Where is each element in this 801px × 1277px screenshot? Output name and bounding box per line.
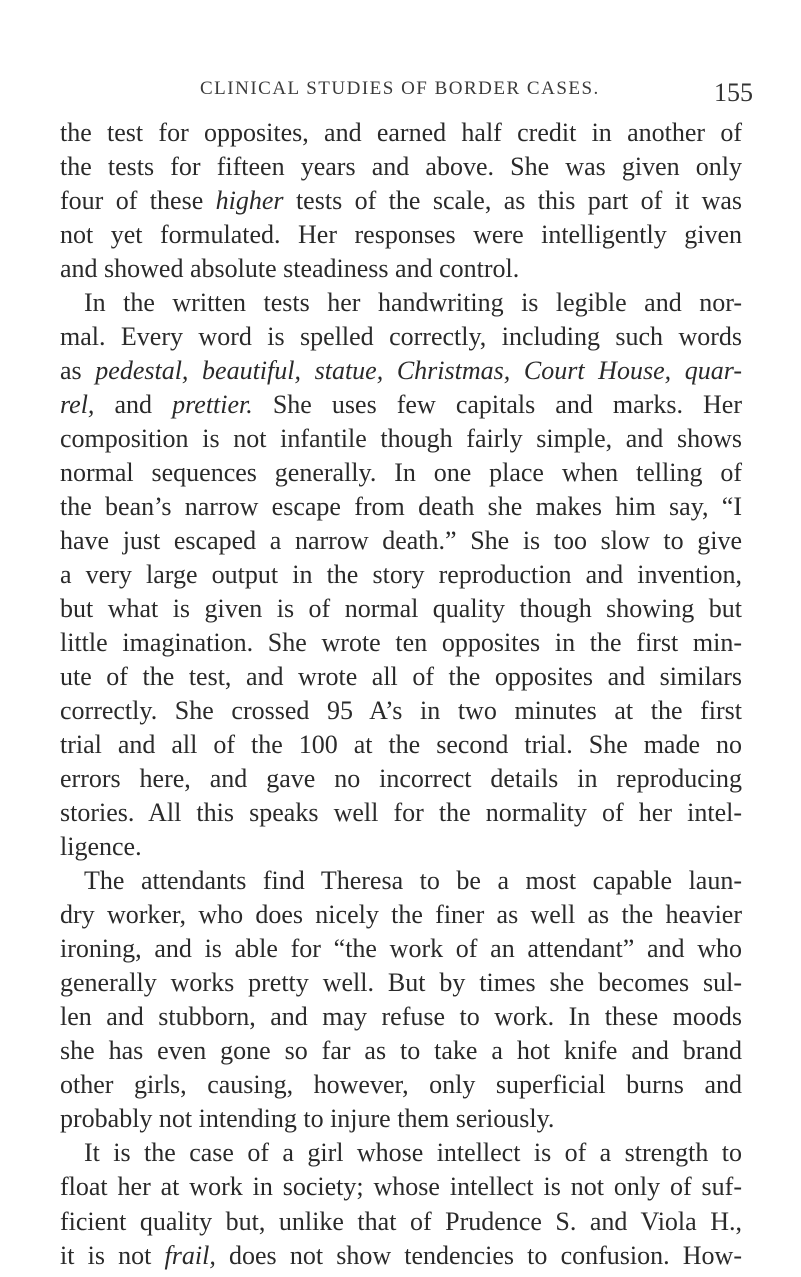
text-segment: as	[60, 356, 96, 386]
text-segment: and	[94, 390, 173, 420]
text-segment: ute of the test, and wrote all of the opposites and similars	[60, 662, 742, 692]
text-segment: errors here, and gave no incorrect details in reproducing	[60, 764, 742, 794]
text-segment: other girls, causing, however, only superficial burns and	[60, 1070, 742, 1100]
text-segment: len and stubborn, and may refuse to work. In these moods	[60, 1002, 742, 1032]
text-line	[60, 1002, 742, 1032]
text-line	[60, 152, 742, 182]
text-line	[60, 934, 742, 964]
text-segment: she has even gone so far as to take a hot knife and brand	[60, 1036, 742, 1066]
text-line	[60, 1070, 742, 1100]
text-segment: the bean’s narrow escape from death she makes him say, “I	[60, 492, 742, 522]
text-line	[60, 492, 742, 522]
text-line	[60, 186, 742, 216]
text-line	[60, 730, 742, 760]
text-line	[60, 118, 742, 148]
text-segment: normal sequences generally. In one place when telling of	[60, 458, 742, 488]
text-line	[60, 900, 742, 930]
text-segment: generally works pretty well. But by times she becomes sul-	[60, 968, 742, 998]
text-line	[60, 220, 742, 250]
text-line	[60, 254, 742, 284]
text-line	[60, 764, 742, 794]
italic-text: rel,	[60, 390, 95, 420]
text-segment: the test for opposites, and earned half credit in another of	[60, 118, 742, 147]
text-line	[60, 1172, 742, 1202]
text-segment: ligence.	[60, 832, 142, 862]
text-segment: but what is given is of normal quality though showing but	[60, 594, 742, 624]
text-line	[60, 832, 742, 862]
text-segment: dry worker, who does nicely the finer as well as the heavier	[60, 900, 742, 930]
text-line	[60, 458, 742, 488]
italic-text: prettier.	[172, 390, 253, 420]
text-line	[60, 594, 742, 624]
text-segment: have just escaped a narrow death.” She is too slow to give	[60, 526, 742, 556]
text-line	[60, 798, 742, 828]
text-segment: tests of the scale, as this part of it was	[283, 186, 742, 216]
text-line	[60, 1036, 742, 1066]
body-text	[60, 118, 742, 1275]
text-segment: mal. Every word is spelled correctly, including such words	[60, 322, 742, 352]
text-line	[60, 662, 742, 692]
text-line	[60, 1138, 742, 1168]
page-number: 155	[714, 78, 753, 107]
text-segment: probably not intending to injure them seriously.	[60, 1104, 555, 1134]
italic-text: higher	[215, 186, 284, 216]
text-line	[60, 968, 742, 998]
text-segment: In the written tests her handwriting is legible and nor-	[84, 288, 742, 318]
text-segment: and showed absolute steadiness and control.	[60, 254, 520, 284]
text-line	[60, 288, 742, 318]
text-line	[60, 390, 742, 420]
text-segment: not yet formulated. Her responses were intelligently given	[60, 220, 742, 250]
text-line	[60, 322, 742, 352]
text-segment: a very large output in the story reproduction and invention,	[60, 560, 742, 590]
text-line	[60, 628, 742, 658]
text-line	[60, 1241, 742, 1271]
text-segment: four of these	[60, 186, 216, 216]
text-segment: composition is not infantile though fairly simple, and shows	[60, 424, 742, 454]
running-head: CLINICAL STUDIES OF BORDER CASES.	[200, 78, 600, 99]
text-line	[60, 1104, 742, 1134]
text-line	[60, 356, 742, 386]
text-segment: ficient quality but, unlike that of Prudence S. and Viola H.,	[60, 1206, 742, 1236]
text-segment: it is not	[60, 1240, 165, 1270]
text-line	[60, 560, 742, 590]
text-segment: It is the case of a girl whose intellect is of a strength to	[84, 1138, 742, 1168]
text-line	[60, 526, 742, 556]
text-segment: trial and all of the 100 at the second trial. She made no	[60, 730, 742, 760]
text-segment: does not show tendencies to confusion. How-	[215, 1240, 742, 1270]
italic-text: pedestal, beautiful, statue, Christmas, Court House, quar-	[95, 356, 742, 386]
text-segment: correctly. She crossed 95 A’s in two minutes at the first	[60, 696, 742, 726]
text-segment: stories. All this speaks well for the normality of her intel-	[60, 798, 742, 828]
italic-text: frail,	[164, 1240, 216, 1270]
text-line	[60, 696, 742, 726]
text-segment: ironing, and is able for “the work of an attendant” and who	[60, 934, 742, 964]
text-segment: little imagination. She wrote ten opposites in the first min-	[60, 628, 742, 658]
text-segment: The attendants find Theresa to be a most capable laun-	[84, 866, 742, 896]
text-segment: the tests for fifteen years and above. She was given only	[60, 152, 742, 182]
text-line	[60, 1207, 742, 1237]
text-line	[60, 866, 742, 896]
text-line	[60, 424, 742, 454]
text-segment: float her at work in society; whose intellect is not only of suf-	[60, 1172, 742, 1202]
text-segment: She uses few capitals and marks. Her	[252, 390, 743, 420]
